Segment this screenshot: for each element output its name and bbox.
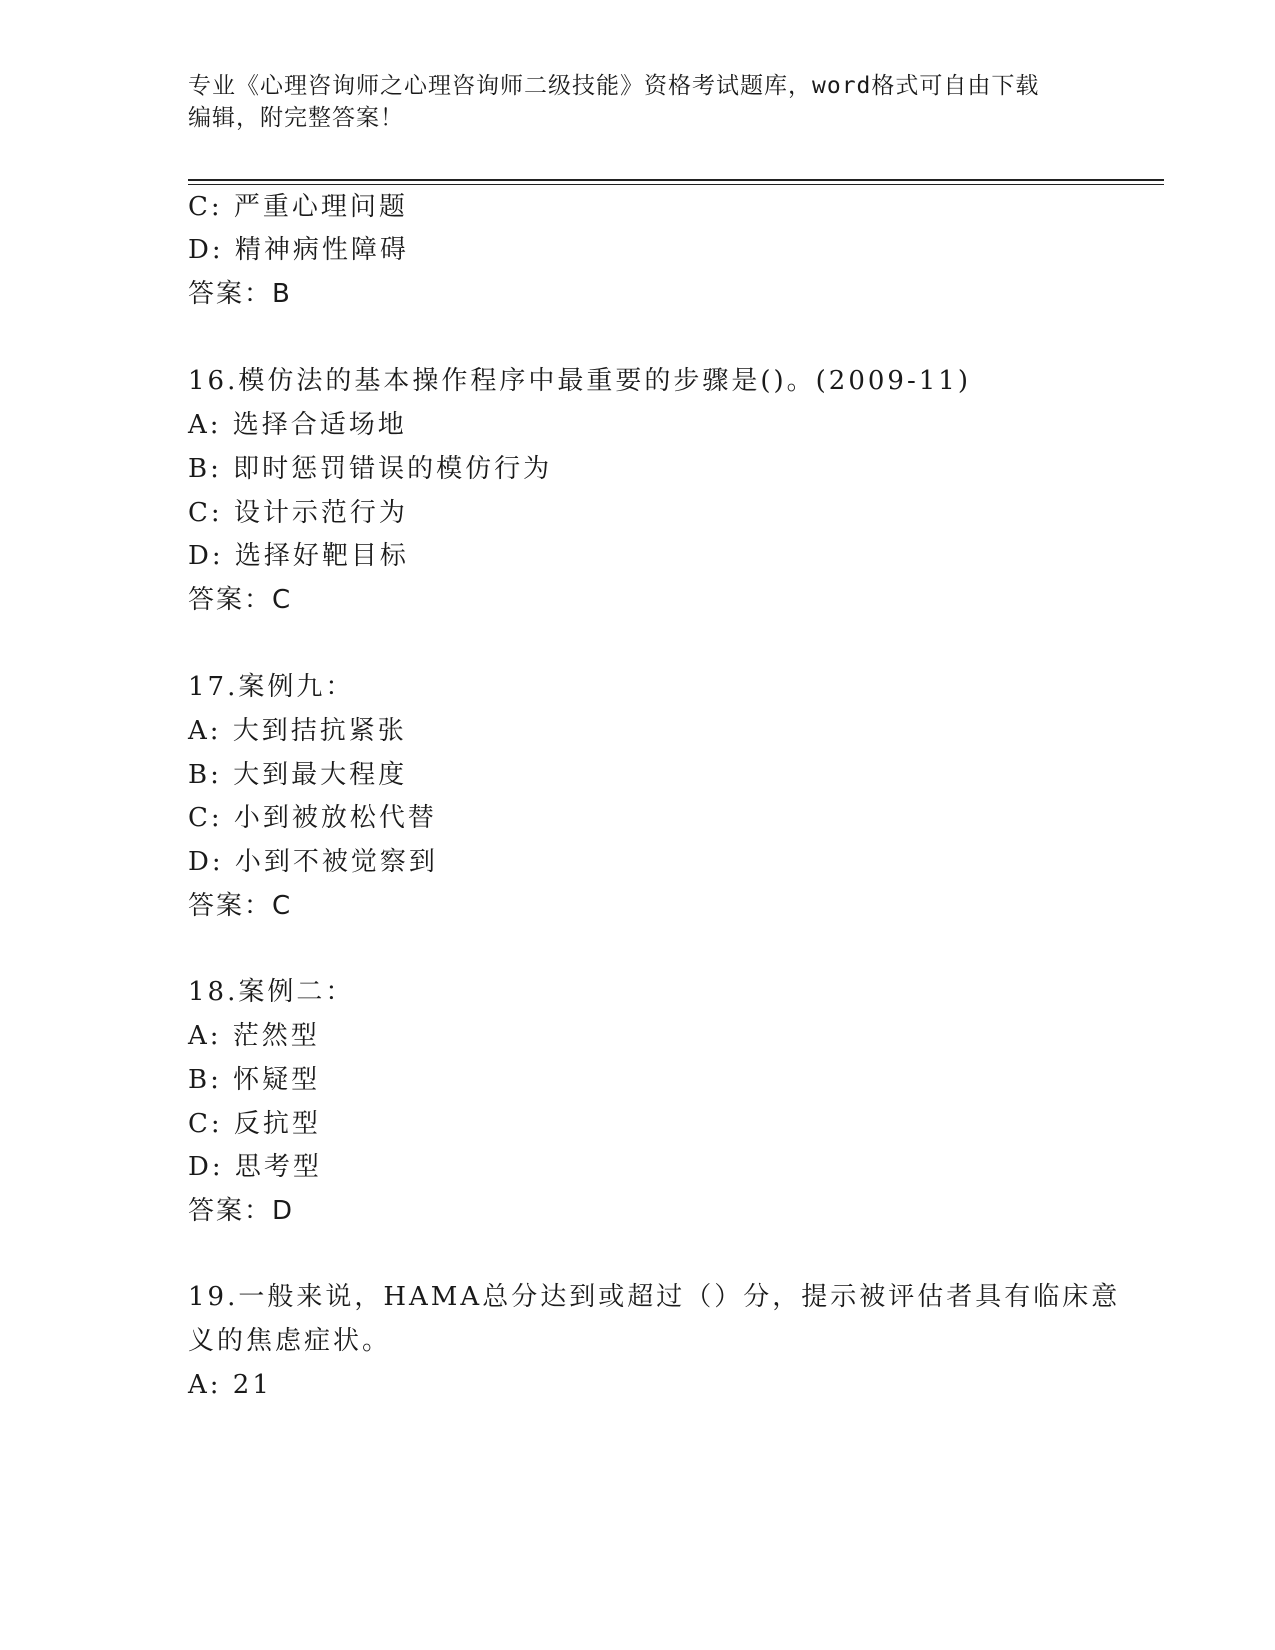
q16-question: 16.模仿法的基本操作程序中最重要的步骤是()。(2009-11) xyxy=(188,366,971,396)
q19-option-a: A: 21 xyxy=(188,1370,272,1400)
header-line-1: 专业《心理咨询师之心理咨询师二级技能》资格考试题库，word格式可自由下载 xyxy=(188,73,1040,99)
q17-option-a: A: 大到拮抗紧张 xyxy=(188,716,407,746)
q16-answer: 答案：C xyxy=(188,585,293,615)
header-line-2: 编辑，附完整答案！ xyxy=(188,105,404,131)
q18-question: 18.案例二： xyxy=(188,977,355,1007)
header-rule-thick xyxy=(188,179,1164,181)
q15-option-d: D: 精神病性障碍 xyxy=(188,235,409,265)
q17-question: 17.案例九： xyxy=(188,672,355,702)
q16-option-b: B: 即时惩罚错误的模仿行为 xyxy=(188,454,553,484)
q19-question-line-2: 义的焦虑症状。 xyxy=(188,1326,392,1356)
document-header xyxy=(188,70,1088,134)
q18-option-b: B: 怀疑型 xyxy=(188,1065,321,1095)
q15-answer: 答案：B xyxy=(188,279,292,309)
q16-option-c: C: 设计示范行为 xyxy=(188,498,408,528)
q18-option-a: A: 茫然型 xyxy=(188,1021,320,1051)
q17-answer: 答案：C xyxy=(188,891,293,921)
q16-option-a: A: 选择合适场地 xyxy=(188,410,407,440)
q16-option-d: D: 选择好靶目标 xyxy=(188,541,409,571)
header-rule-thin xyxy=(188,184,1164,185)
q17-option-d: D: 小到不被觉察到 xyxy=(188,847,438,877)
q15-option-c: C: 严重心理问题 xyxy=(188,192,408,222)
q19-question-line-1: 19.一般来说，HAMA总分达到或超过（）分，提示被评估者具有临床意 xyxy=(188,1282,1121,1312)
q17-option-c: C: 小到被放松代替 xyxy=(188,803,437,833)
q18-answer: 答案：D xyxy=(188,1196,295,1226)
q18-option-c: C: 反抗型 xyxy=(188,1109,321,1139)
q17-option-b: B: 大到最大程度 xyxy=(188,760,408,790)
q18-option-d: D: 思考型 xyxy=(188,1152,322,1182)
